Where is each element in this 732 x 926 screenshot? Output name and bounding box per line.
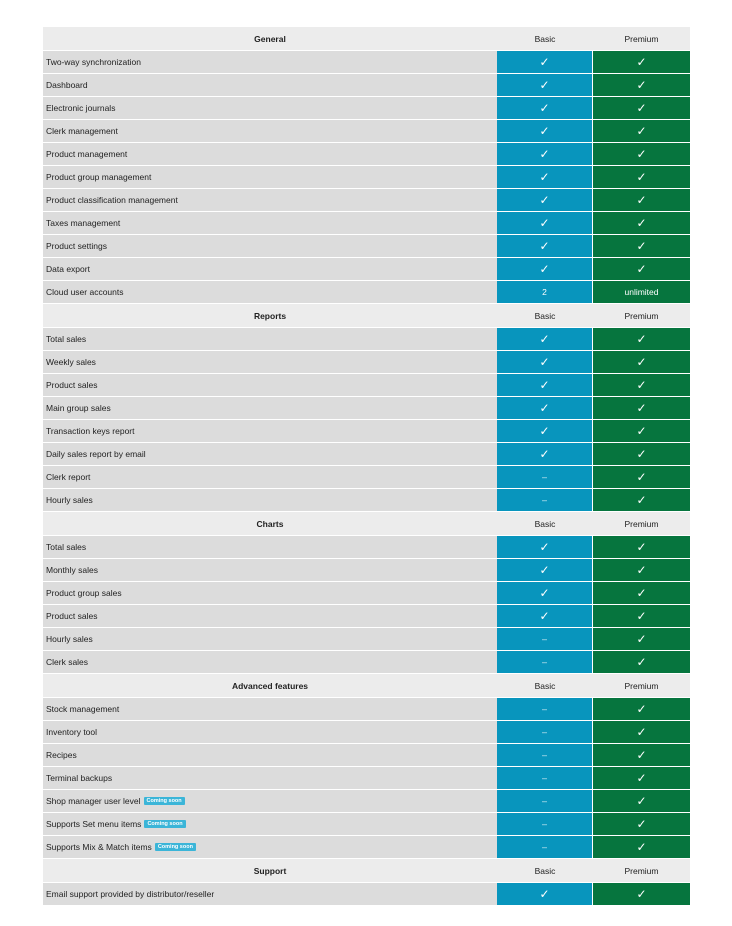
premium-cell bbox=[593, 559, 690, 581]
feature-label: Product group management bbox=[46, 172, 152, 182]
feature-cell bbox=[43, 836, 497, 858]
premium-cell bbox=[593, 328, 690, 350]
feature-cell bbox=[43, 189, 497, 211]
table-row bbox=[43, 211, 690, 234]
basic-column-header: Basic bbox=[497, 674, 593, 697]
premium-column-header: Premium bbox=[593, 512, 690, 535]
basic-cell bbox=[497, 189, 593, 211]
feature-label: Hourly sales bbox=[46, 495, 93, 505]
table-row bbox=[43, 882, 690, 905]
premium-cell bbox=[593, 420, 690, 442]
premium-cell bbox=[593, 605, 690, 627]
check-icon: ✓ bbox=[539, 147, 550, 161]
check-icon: ✓ bbox=[636, 771, 647, 785]
section-advanced-features bbox=[43, 674, 690, 859]
premium-cell bbox=[593, 443, 690, 465]
premium-cell bbox=[593, 143, 690, 165]
basic-cell bbox=[497, 582, 593, 604]
premium-cell bbox=[593, 721, 690, 743]
check-icon: ✓ bbox=[636, 840, 647, 854]
check-icon: ✓ bbox=[636, 586, 647, 600]
basic-cell bbox=[497, 97, 593, 119]
basic-cell bbox=[497, 74, 593, 96]
premium-cell bbox=[593, 120, 690, 142]
feature-cell bbox=[43, 420, 497, 442]
check-icon: ✓ bbox=[636, 239, 647, 253]
feature-cell bbox=[43, 374, 497, 396]
feature-cell bbox=[43, 582, 497, 604]
feature-label: Monthly sales bbox=[46, 565, 98, 575]
feature-cell bbox=[43, 721, 497, 743]
feature-label: Clerk report bbox=[46, 472, 91, 482]
feature-cell bbox=[43, 351, 497, 373]
check-icon: ✓ bbox=[636, 378, 647, 392]
check-icon: ✓ bbox=[539, 563, 550, 577]
table-row bbox=[43, 257, 690, 280]
check-icon: ✓ bbox=[636, 794, 647, 808]
basic-cell bbox=[497, 351, 593, 373]
premium-cell bbox=[593, 74, 690, 96]
table-row bbox=[43, 396, 690, 419]
table-row bbox=[43, 558, 690, 581]
basic-cell bbox=[497, 143, 593, 165]
check-icon: ✓ bbox=[539, 262, 550, 276]
feature-label: Dashboard bbox=[46, 80, 88, 90]
feature-cell bbox=[43, 651, 497, 673]
dash-icon: – bbox=[541, 819, 547, 829]
dash-icon: – bbox=[541, 472, 547, 482]
premium-cell bbox=[593, 97, 690, 119]
feature-label: Shop manager user level bbox=[46, 796, 141, 806]
feature-cell bbox=[43, 466, 497, 488]
feature-label: Recipes bbox=[46, 750, 77, 760]
basic-cell bbox=[497, 536, 593, 558]
feature-cell bbox=[43, 489, 497, 511]
check-icon: ✓ bbox=[636, 332, 647, 346]
table-row bbox=[43, 419, 690, 442]
basic-cell bbox=[497, 767, 593, 789]
feature-label: Transaction keys report bbox=[46, 426, 135, 436]
table-row bbox=[43, 280, 690, 303]
feature-cell bbox=[43, 744, 497, 766]
check-icon: ✓ bbox=[636, 170, 647, 184]
section-header bbox=[43, 674, 690, 697]
check-icon: ✓ bbox=[539, 355, 550, 369]
check-icon: ✓ bbox=[636, 424, 647, 438]
basic-cell bbox=[497, 51, 593, 73]
section-title: Advanced features bbox=[43, 674, 497, 697]
section-charts bbox=[43, 512, 690, 674]
premium-cell bbox=[593, 536, 690, 558]
feature-label: Product group sales bbox=[46, 588, 122, 598]
check-icon: ✓ bbox=[636, 193, 647, 207]
premium-cell bbox=[593, 374, 690, 396]
section-general bbox=[43, 27, 690, 304]
section-title: Reports bbox=[43, 304, 497, 327]
dash-icon: – bbox=[541, 495, 547, 505]
table-row bbox=[43, 488, 690, 511]
premium-cell bbox=[593, 351, 690, 373]
basic-cell bbox=[497, 420, 593, 442]
feature-cell bbox=[43, 51, 497, 73]
feature-cell bbox=[43, 698, 497, 720]
check-icon: ✓ bbox=[539, 401, 550, 415]
table-row bbox=[43, 766, 690, 789]
table-row bbox=[43, 373, 690, 396]
premium-column-header: Premium bbox=[593, 674, 690, 697]
premium-cell bbox=[593, 767, 690, 789]
section-title: Support bbox=[43, 859, 497, 882]
basic-value: 2 bbox=[542, 287, 547, 297]
table-row bbox=[43, 188, 690, 211]
coming-soon-badge: Coming soon bbox=[144, 797, 185, 805]
premium-cell bbox=[593, 51, 690, 73]
table-row bbox=[43, 650, 690, 673]
section-header bbox=[43, 304, 690, 327]
premium-value: unlimited bbox=[624, 287, 659, 297]
table-row bbox=[43, 627, 690, 650]
feature-comparison-table bbox=[43, 27, 690, 906]
basic-cell bbox=[497, 328, 593, 350]
check-icon: ✓ bbox=[636, 216, 647, 230]
table-row bbox=[43, 165, 690, 188]
basic-cell bbox=[497, 235, 593, 257]
check-icon: ✓ bbox=[539, 586, 550, 600]
premium-cell bbox=[593, 813, 690, 835]
dash-icon: – bbox=[541, 796, 547, 806]
feature-cell bbox=[43, 397, 497, 419]
feature-cell bbox=[43, 443, 497, 465]
check-icon: ✓ bbox=[636, 401, 647, 415]
check-icon: ✓ bbox=[539, 216, 550, 230]
premium-cell bbox=[593, 836, 690, 858]
premium-cell bbox=[593, 582, 690, 604]
basic-cell bbox=[497, 744, 593, 766]
premium-cell bbox=[593, 281, 690, 303]
table-row bbox=[43, 720, 690, 743]
basic-cell bbox=[497, 489, 593, 511]
basic-cell bbox=[497, 698, 593, 720]
basic-cell bbox=[497, 651, 593, 673]
table-row bbox=[43, 96, 690, 119]
basic-cell bbox=[497, 721, 593, 743]
basic-cell bbox=[497, 120, 593, 142]
section-title: Charts bbox=[43, 512, 497, 535]
feature-cell bbox=[43, 559, 497, 581]
feature-label: Supports Set menu items bbox=[46, 819, 142, 829]
dash-icon: – bbox=[541, 634, 547, 644]
basic-cell bbox=[497, 836, 593, 858]
table-row bbox=[43, 327, 690, 350]
premium-cell bbox=[593, 883, 690, 905]
check-icon: ✓ bbox=[636, 493, 647, 507]
basic-cell bbox=[497, 212, 593, 234]
basic-column-header: Basic bbox=[497, 859, 593, 882]
table-row bbox=[43, 119, 690, 142]
premium-cell bbox=[593, 235, 690, 257]
feature-label: Taxes management bbox=[46, 218, 121, 228]
feature-label: Daily sales report by email bbox=[46, 449, 146, 459]
feature-cell bbox=[43, 883, 497, 905]
check-icon: ✓ bbox=[636, 563, 647, 577]
feature-label: Product classification management bbox=[46, 195, 178, 205]
check-icon: ✓ bbox=[636, 655, 647, 669]
basic-cell bbox=[497, 397, 593, 419]
dash-icon: – bbox=[541, 704, 547, 714]
feature-label: Two-way synchronization bbox=[46, 57, 141, 67]
feature-cell bbox=[43, 74, 497, 96]
table-row bbox=[43, 835, 690, 858]
feature-cell bbox=[43, 120, 497, 142]
premium-cell bbox=[593, 790, 690, 812]
check-icon: ✓ bbox=[636, 78, 647, 92]
premium-column-header: Premium bbox=[593, 27, 690, 50]
basic-cell bbox=[497, 443, 593, 465]
check-icon: ✓ bbox=[636, 609, 647, 623]
check-icon: ✓ bbox=[636, 55, 647, 69]
section-header bbox=[43, 512, 690, 535]
feature-cell bbox=[43, 536, 497, 558]
feature-label: Stock management bbox=[46, 704, 120, 714]
premium-cell bbox=[593, 258, 690, 280]
check-icon: ✓ bbox=[636, 447, 647, 461]
dash-icon: – bbox=[541, 657, 547, 667]
feature-label: Clerk sales bbox=[46, 657, 89, 667]
feature-label: Product sales bbox=[46, 380, 98, 390]
feature-cell bbox=[43, 813, 497, 835]
basic-column-header: Basic bbox=[497, 304, 593, 327]
check-icon: ✓ bbox=[636, 124, 647, 138]
table-row bbox=[43, 789, 690, 812]
basic-column-header: Basic bbox=[497, 27, 593, 50]
table-row bbox=[43, 535, 690, 558]
check-icon: ✓ bbox=[539, 78, 550, 92]
feature-cell bbox=[43, 212, 497, 234]
check-icon: ✓ bbox=[636, 540, 647, 554]
check-icon: ✓ bbox=[636, 355, 647, 369]
feature-label: Hourly sales bbox=[46, 634, 93, 644]
feature-cell bbox=[43, 143, 497, 165]
feature-label: Weekly sales bbox=[46, 357, 96, 367]
check-icon: ✓ bbox=[539, 124, 550, 138]
premium-cell bbox=[593, 166, 690, 188]
table-row bbox=[43, 465, 690, 488]
check-icon: ✓ bbox=[636, 748, 647, 762]
dash-icon: – bbox=[541, 750, 547, 760]
basic-cell bbox=[497, 374, 593, 396]
check-icon: ✓ bbox=[636, 725, 647, 739]
check-icon: ✓ bbox=[636, 702, 647, 716]
table-row bbox=[43, 234, 690, 257]
section-support bbox=[43, 859, 690, 906]
premium-column-header: Premium bbox=[593, 859, 690, 882]
section-header bbox=[43, 27, 690, 50]
basic-cell bbox=[497, 628, 593, 650]
table-row bbox=[43, 604, 690, 627]
feature-label: Inventory tool bbox=[46, 727, 98, 737]
feature-label: Cloud user accounts bbox=[46, 287, 124, 297]
feature-cell bbox=[43, 281, 497, 303]
coming-soon-badge: Coming soon bbox=[144, 820, 185, 828]
check-icon: ✓ bbox=[539, 424, 550, 438]
check-icon: ✓ bbox=[636, 470, 647, 484]
basic-cell bbox=[497, 883, 593, 905]
basic-column-header: Basic bbox=[497, 512, 593, 535]
table-row bbox=[43, 581, 690, 604]
check-icon: ✓ bbox=[539, 332, 550, 346]
feature-cell bbox=[43, 790, 497, 812]
premium-cell bbox=[593, 466, 690, 488]
feature-label: Email support provided by distributor/reseller bbox=[46, 889, 215, 899]
premium-cell bbox=[593, 212, 690, 234]
check-icon: ✓ bbox=[636, 101, 647, 115]
basic-cell bbox=[497, 466, 593, 488]
check-icon: ✓ bbox=[539, 540, 550, 554]
check-icon: ✓ bbox=[539, 378, 550, 392]
feature-label: Supports Mix & Match items bbox=[46, 842, 152, 852]
feature-cell bbox=[43, 628, 497, 650]
table-row bbox=[43, 812, 690, 835]
check-icon: ✓ bbox=[636, 817, 647, 831]
table-row bbox=[43, 697, 690, 720]
check-icon: ✓ bbox=[539, 170, 550, 184]
table-row bbox=[43, 142, 690, 165]
check-icon: ✓ bbox=[539, 55, 550, 69]
table-row bbox=[43, 350, 690, 373]
feature-label: Product management bbox=[46, 149, 128, 159]
basic-cell bbox=[497, 281, 593, 303]
check-icon: ✓ bbox=[539, 101, 550, 115]
dash-icon: – bbox=[541, 773, 547, 783]
feature-label: Product settings bbox=[46, 241, 107, 251]
section-header bbox=[43, 859, 690, 882]
table-row bbox=[43, 743, 690, 766]
check-icon: ✓ bbox=[636, 262, 647, 276]
check-icon: ✓ bbox=[539, 447, 550, 461]
section-reports bbox=[43, 304, 690, 512]
premium-cell bbox=[593, 744, 690, 766]
table-row bbox=[43, 73, 690, 96]
feature-label: Terminal backups bbox=[46, 773, 113, 783]
feature-cell bbox=[43, 605, 497, 627]
check-icon: ✓ bbox=[539, 239, 550, 253]
basic-cell bbox=[497, 605, 593, 627]
feature-cell bbox=[43, 97, 497, 119]
basic-cell bbox=[497, 559, 593, 581]
basic-cell bbox=[497, 166, 593, 188]
feature-label: Product sales bbox=[46, 611, 98, 621]
check-icon: ✓ bbox=[636, 887, 647, 901]
feature-label: Data export bbox=[46, 264, 90, 274]
premium-cell bbox=[593, 189, 690, 211]
feature-label: Total sales bbox=[46, 334, 87, 344]
feature-label: Electronic journals bbox=[46, 103, 116, 113]
section-title: General bbox=[43, 27, 497, 50]
feature-label: Total sales bbox=[46, 542, 87, 552]
check-icon: ✓ bbox=[539, 193, 550, 207]
check-icon: ✓ bbox=[636, 632, 647, 646]
premium-cell bbox=[593, 489, 690, 511]
feature-cell bbox=[43, 235, 497, 257]
feature-cell bbox=[43, 767, 497, 789]
check-icon: ✓ bbox=[539, 887, 550, 901]
check-icon: ✓ bbox=[539, 609, 550, 623]
premium-cell bbox=[593, 698, 690, 720]
basic-cell bbox=[497, 258, 593, 280]
premium-cell bbox=[593, 651, 690, 673]
feature-cell bbox=[43, 258, 497, 280]
premium-cell bbox=[593, 397, 690, 419]
check-icon: ✓ bbox=[636, 147, 647, 161]
dash-icon: – bbox=[541, 727, 547, 737]
coming-soon-badge: Coming soon bbox=[155, 843, 196, 851]
feature-cell bbox=[43, 166, 497, 188]
table-row bbox=[43, 50, 690, 73]
basic-cell bbox=[497, 813, 593, 835]
feature-cell bbox=[43, 328, 497, 350]
feature-label: Clerk management bbox=[46, 126, 118, 136]
basic-cell bbox=[497, 790, 593, 812]
premium-cell bbox=[593, 628, 690, 650]
feature-label: Main group sales bbox=[46, 403, 111, 413]
dash-icon: – bbox=[541, 842, 547, 852]
premium-column-header: Premium bbox=[593, 304, 690, 327]
table-row bbox=[43, 442, 690, 465]
